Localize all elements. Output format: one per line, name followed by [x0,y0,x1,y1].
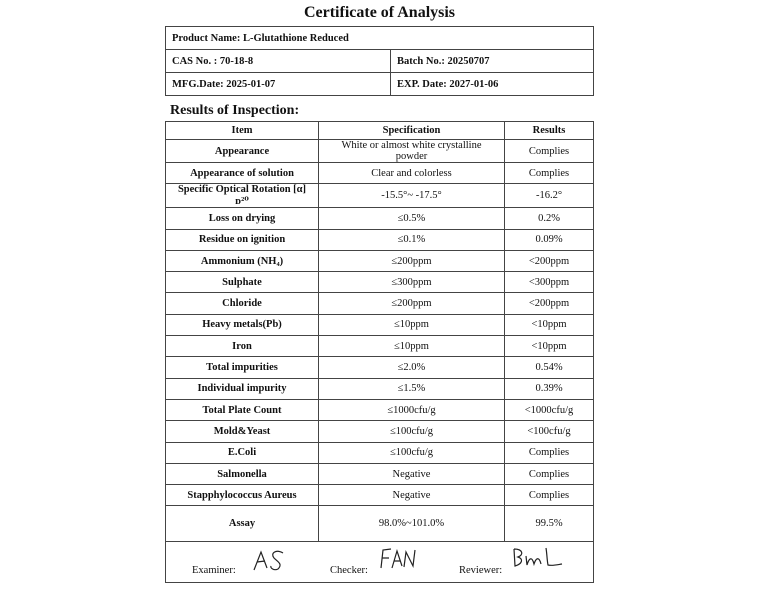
result-cell: <100cfu/g [505,421,594,442]
result-cell: Complies [505,442,594,463]
table-row [166,140,594,163]
reviewer-signature [510,546,564,568]
item-cell: Salmonella [166,463,319,484]
item-cell: Total Plate Count [166,399,319,420]
specification-cell: Clear and colorless [319,163,505,184]
result-cell: <10ppm [505,314,594,335]
specification-cell: ≤10ppm [319,336,505,357]
result-cell: 0.09% [505,229,594,250]
specification-cell: ≤10ppm [319,314,505,335]
table-row [166,272,594,293]
specification-cell: ≤200ppm [319,250,505,271]
specification-cell: ≤100cfu/g [319,442,505,463]
dates-row [166,73,594,96]
reviewer-label: Reviewer: [459,565,503,577]
table-row [166,314,594,335]
column-header-results: Results [505,122,594,140]
specification-cell: ≤100cfu/g [319,421,505,442]
table-row [166,463,594,484]
table-row [166,442,594,463]
specification-cell: White or almost white crystalline powder [319,140,505,163]
batch-number: Batch No.: 20250707 [391,50,594,73]
product-info-table [165,26,594,96]
item-cell: Assay [166,506,319,542]
table-row [166,250,594,271]
result-cell: <10ppm [505,336,594,357]
exp-date: EXP. Date: 2027-01-06 [391,73,594,96]
specification-cell: Negative [319,463,505,484]
table-row [166,229,594,250]
signature-cell [166,542,594,583]
specification-cell: ≤300ppm [319,272,505,293]
table-row [166,163,594,184]
result-cell: <1000cfu/g [505,399,594,420]
column-header-item: Item [166,122,319,140]
specification-cell: Negative [319,485,505,506]
product-name-row [166,27,594,50]
result-cell: Complies [505,163,594,184]
results-table [165,121,594,583]
specification-cell: ≤0.1% [319,229,505,250]
examiner-signature [252,548,286,572]
specification-cell: ≤0.5% [319,208,505,229]
table-row [166,399,594,420]
result-cell: 0.2% [505,208,594,229]
result-cell: -16.2° [505,184,594,208]
product-name: Product Name: L-Glutathione Reduced [166,27,594,50]
table-row [166,336,594,357]
cas-batch-row [166,50,594,73]
result-cell: Complies [505,463,594,484]
specification-cell: 98.0%~101.0% [319,506,505,542]
checker-signature [378,546,418,570]
item-cell: Total impurities [166,357,319,378]
table-row [166,184,594,208]
result-cell: Complies [505,140,594,163]
item-cell: Appearance of solution [166,163,319,184]
item-cell: Heavy metals(Pb) [166,314,319,335]
result-cell: 99.5% [505,506,594,542]
specification-cell: ≤2.0% [319,357,505,378]
item-cell: Residue on ignition [166,229,319,250]
document-title: Certificate of Analysis [303,4,456,21]
specification-cell: ≤1000cfu/g [319,399,505,420]
result-cell: 0.54% [505,357,594,378]
item-cell: Stapphylococcus Aureus [166,485,319,506]
result-cell: 0.39% [505,378,594,399]
table-row [166,293,594,314]
table-row [166,357,594,378]
results-header-row [166,122,594,140]
result-cell: <200ppm [505,250,594,271]
column-header-specification: Specification [319,122,505,140]
item-cell: Iron [166,336,319,357]
table-row [166,378,594,399]
mfg-date: MFG.Date: 2025-01-07 [166,73,391,96]
item-cell: Chloride [166,293,319,314]
specification-cell: -15.5°~ -17.5° [319,184,505,208]
result-cell: <300ppm [505,272,594,293]
results-body [166,140,594,542]
item-cell: Loss on drying [166,208,319,229]
table-row [166,485,594,506]
item-cell: Ammonium (NH₄) [166,250,319,271]
item-cell: Mold&Yeast [166,421,319,442]
item-cell: Individual impurity [166,378,319,399]
specification-cell: ≤200ppm [319,293,505,314]
examiner-label: Examiner: [192,565,236,577]
table-row [166,208,594,229]
item-cell: Specific Optical Rotation [α] ᴅ²⁰ [166,184,319,208]
cas-number: CAS No. : 70-18-8 [166,50,391,73]
checker-label: Checker: [330,565,368,577]
result-cell: Complies [505,485,594,506]
table-row [166,506,594,542]
result-cell: <200ppm [505,293,594,314]
specification-cell: ≤1.5% [319,378,505,399]
table-row [166,421,594,442]
item-cell: Sulphate [166,272,319,293]
item-cell: Appearance [166,140,319,163]
signature-row [166,542,594,583]
results-heading: Results of Inspection: [170,103,300,118]
item-cell: E.Coli [166,442,319,463]
